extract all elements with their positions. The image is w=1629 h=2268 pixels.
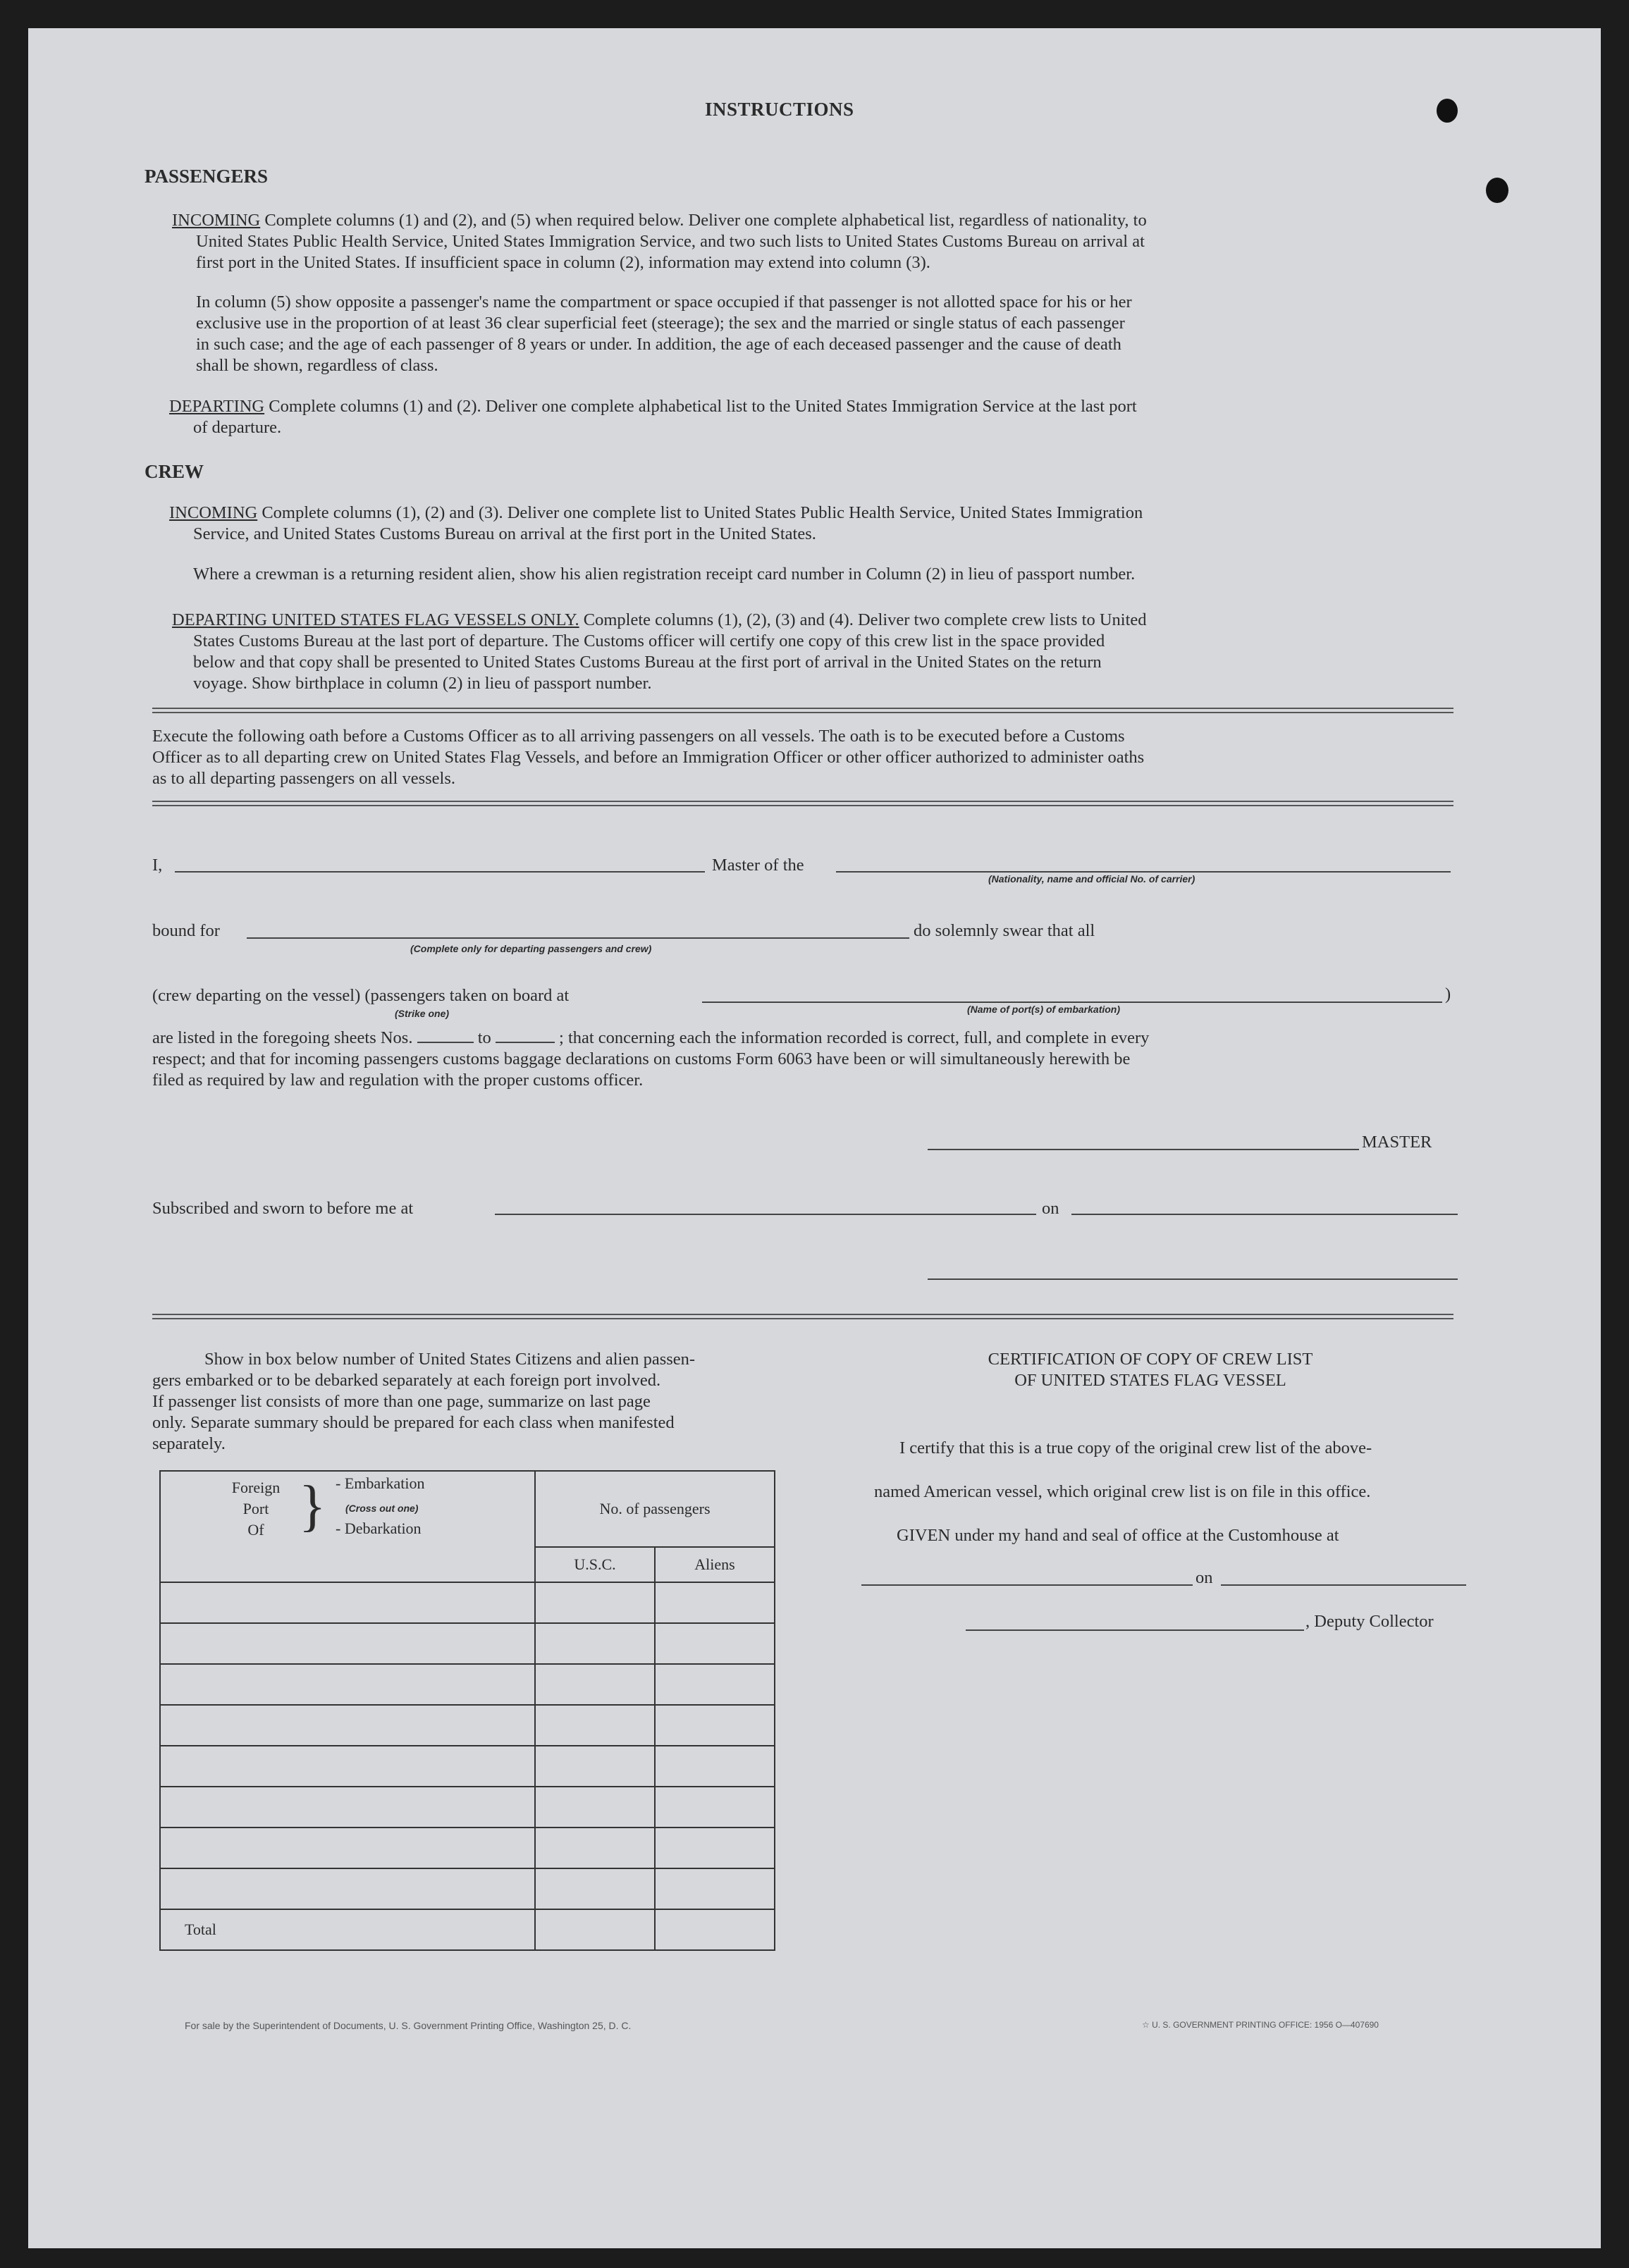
table-row[interactable] [160, 1868, 775, 1909]
master-signature-field[interactable] [928, 1149, 1359, 1150]
swear-text: do solemnly swear that all [914, 921, 1095, 940]
incoming-label: INCOMING [172, 211, 261, 230]
deputy-signature-field[interactable] [966, 1629, 1304, 1631]
departing-label: DEPARTING [169, 397, 265, 416]
oath-i-label: I, [152, 856, 163, 875]
brace-icon: } [299, 1475, 326, 1537]
close-paren: ) [1445, 985, 1451, 1004]
crew-heading: CREW [145, 461, 204, 482]
table-row[interactable] [160, 1623, 775, 1664]
certification-date-field[interactable] [1221, 1584, 1466, 1586]
table-row[interactable] [160, 1828, 775, 1868]
punch-hole [1437, 99, 1458, 123]
certification-line2: named American vessel, which original crew list is on file in this office. [874, 1482, 1371, 1501]
crew-departing-label: DEPARTING UNITED STATES FLAG VESSELS ONLY. [172, 610, 579, 629]
embark-caption: (Name of port(s) of embarkation) [967, 1004, 1121, 1015]
carrier-caption: (Nationality, name and official No. of carrier) [988, 873, 1195, 885]
master-label: MASTER [1362, 1133, 1432, 1152]
certification-given: GIVEN under my hand and seal of office at the Customhouse at [897, 1526, 1339, 1545]
divider [152, 801, 1453, 806]
passengers-departing: DEPARTING Complete columns (1) and (2). Deliver one complete alphabetical list to the United States Immigration Service at the last port of departure. [169, 397, 1137, 437]
carrier-field[interactable] [836, 871, 1451, 873]
table-row[interactable] [160, 1664, 775, 1705]
footer-left: For sale by the Superintendent of Documents, U. S. Government Printing Office, Washington 25, D. C. [185, 2020, 632, 2031]
oath-instructions: Execute the following oath before a Customs Officer as to all arriving passengers on all vessels. The oath is to be executed before a Customs Officer as to all departing crew on United States Flag Vessels, and before an Immigration Officer or other officer authorized to administer oaths as to all departing passengers on all vessels. [152, 727, 1145, 788]
sheet-to-field[interactable] [496, 1028, 555, 1043]
oath-line3: filed as required by law and regulation with the proper customs officer. [152, 1071, 644, 1090]
column5-instructions: In column (5) show opposite a passenger's name the compartment or space occupied if that passenger is not allotted space for his or her exclusive use in the proportion of at least 36 clear superficial feet (steerage); the sex and the married or single status of each passenger in such case; and the age of each passenger of 8 years or under. In addition, the age of each deceased passenger and the cause of death shall be shown, regardless of class. [196, 292, 1132, 375]
officer-signature-field[interactable] [928, 1278, 1458, 1280]
table-row[interactable] [160, 1705, 775, 1746]
master-of-label: Master of the [712, 856, 804, 875]
subscribed-date-field[interactable] [1071, 1214, 1458, 1215]
port-header-cell: Foreign Port Of } - Embarkation (Cross out one) - Debarkation [160, 1471, 535, 1582]
crew-incoming: INCOMING Complete columns (1), (2) and (3). Deliver one complete list to United States Public Health Service, United States Immigration Service, and United States Customs Bureau on arrival at the first port in the United States. [169, 503, 1143, 543]
passengers-header-cell: No. of passengers [535, 1471, 775, 1547]
subscribed-label: Subscribed and sworn to before me at [152, 1199, 414, 1218]
bound-for-label: bound for [152, 921, 220, 940]
certification-line1: I certify that this is a true copy of the original crew list of the above- [899, 1438, 1372, 1457]
punch-hole [1486, 178, 1508, 203]
certification-on-label: on [1195, 1568, 1213, 1587]
strike-one-caption: (Strike one) [395, 1008, 450, 1019]
customhouse-field[interactable] [861, 1584, 1193, 1586]
embarkation-port-field[interactable] [702, 1002, 1442, 1003]
bound-for-field[interactable] [247, 937, 909, 939]
subscribed-on-label: on [1042, 1199, 1059, 1218]
passenger-summary-table [159, 1470, 775, 1951]
table-row[interactable] [160, 1746, 775, 1787]
deputy-collector-label: , Deputy Collector [1305, 1612, 1434, 1631]
sheets-line: are listed in the foregoing sheets Nos. to ; that concerning each the information recorded is correct, full, and complete in every [152, 1028, 1150, 1047]
table-row[interactable] [160, 1787, 775, 1828]
passengers-heading: PASSENGERS [145, 166, 269, 187]
crew-incoming-label: INCOMING [169, 503, 258, 522]
subscribed-place-field[interactable] [495, 1214, 1036, 1215]
crew-passengers-text: (crew departing on the vessel) (passengers taken on board at [152, 986, 570, 1005]
crew-departing: DEPARTING UNITED STATES FLAG VESSELS ONLY. Complete columns (1), (2), (3) and (4). Deliver two complete crew lists to United States Customs Bureau at the last port of departure. The Customs officer will certify one copy of this crew list in the space provided below and that copy shall be presented to United States Customs Bureau at the first port of arrival in the United States on the return voyage. Show birthplace in column (2) in lieu of passport number. [172, 610, 1147, 693]
usc-header: U.S.C. [535, 1547, 655, 1582]
crew-resident-alien: Where a crewman is a returning resident alien, show his alien registration receipt card number in Column (2) in lieu of passport number. [193, 565, 1136, 584]
oath-line2: respect; and that for incoming passengers customs baggage declarations on customs Form 6063 have been or will simultaneously herewith be [152, 1049, 1131, 1068]
sheet-from-field[interactable] [417, 1028, 474, 1043]
master-name-field[interactable] [175, 871, 705, 873]
aliens-header: Aliens [655, 1547, 775, 1582]
certification-title: CERTIFICATION OF COPY OF CREW LIST OF UNITED STATES FLAG VESSEL [988, 1350, 1313, 1390]
summary-instructions: Show in box below number of United States Citizens and alien passen- gers embarked or to be debarked separately at each foreign port involved. If passenger list consists of more than one page, summarize on last page only. Separate summary should be prepared for each class when manifested separately. [152, 1350, 696, 1453]
bound-for-caption: (Complete only for departing passengers and crew) [410, 943, 652, 954]
divider [152, 1314, 1453, 1319]
divider [152, 708, 1453, 713]
table-row[interactable] [160, 1582, 775, 1623]
page-title: INSTRUCTIONS [705, 99, 854, 120]
passengers-incoming: INCOMING Complete columns (1) and (2), and (5) when required below. Deliver one complete alphabetical list, regardless of nationality, to United States Public Health Service, United States Immigration Service, and two such lists to United States Customs Bureau on arrival at first port in the United States. If insufficient space in column (2), information may extend into column (3). [172, 211, 1147, 272]
total-row[interactable]: Total [160, 1909, 775, 1950]
footer-right: ☆ U. S. GOVERNMENT PRINTING OFFICE: 1956 O—407690 [1142, 2020, 1379, 2030]
